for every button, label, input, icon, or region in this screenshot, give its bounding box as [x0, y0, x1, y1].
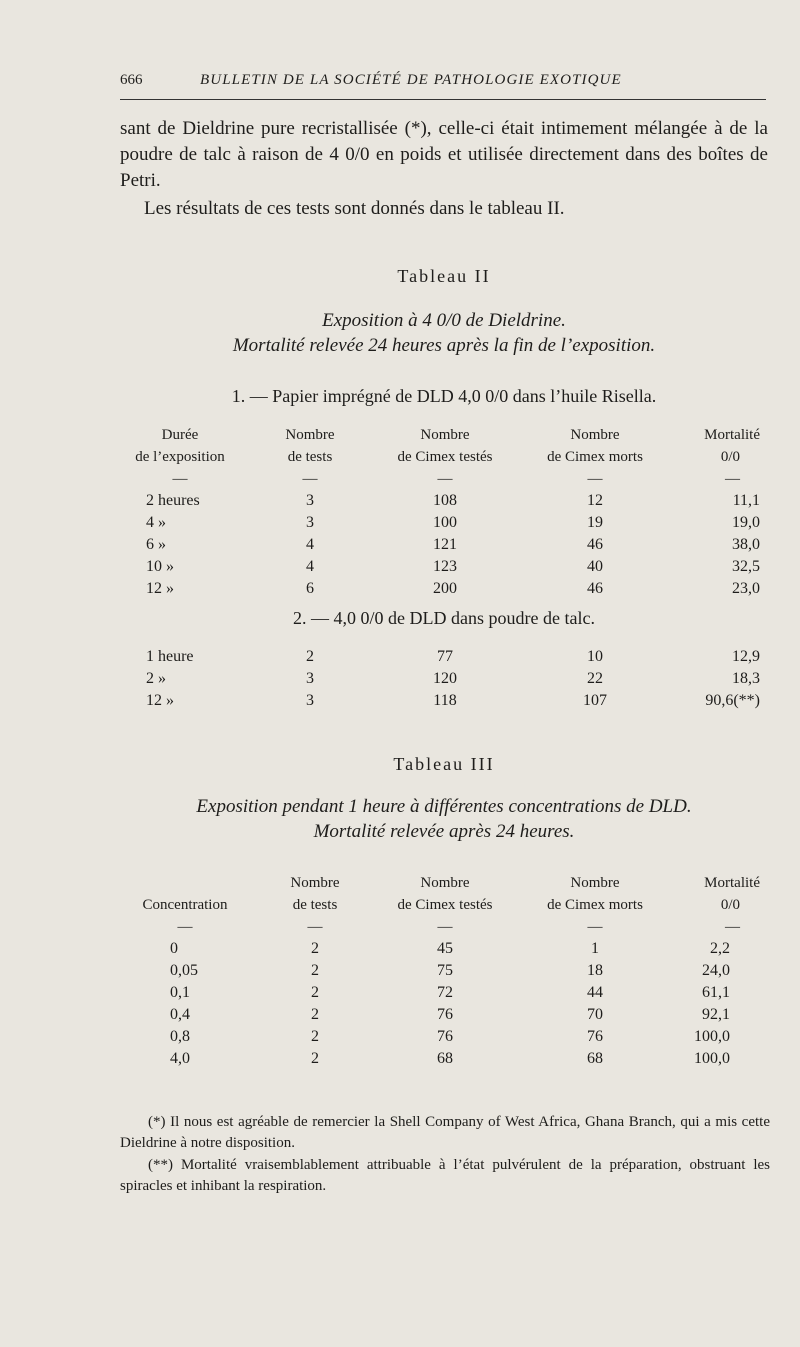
table-cell: 10 »: [146, 558, 174, 575]
header-cell: Nombre: [285, 427, 335, 443]
table-cell: 11,1: [732, 492, 760, 509]
dash-cell: —: [587, 918, 603, 935]
table-cell: 3: [306, 492, 314, 509]
dash-cell: —: [437, 918, 453, 935]
table-cell: 24,0: [702, 962, 730, 979]
table-row: [110, 960, 760, 982]
table-cell: 4: [306, 558, 314, 575]
table-cell: 2: [311, 1028, 319, 1045]
dash-cell: —: [587, 470, 603, 487]
table-row: [110, 690, 760, 712]
table-cell: 0,1: [170, 984, 190, 1001]
dash-cell: —: [725, 470, 740, 487]
table-cell: 72: [437, 984, 453, 1001]
table-cell: 4 »: [146, 514, 166, 531]
table-cell: 19,0: [732, 514, 760, 531]
table-row: [110, 512, 760, 534]
table-cell: 10: [587, 648, 603, 665]
table-cell: 0,8: [170, 1028, 190, 1045]
table-row: [110, 938, 760, 960]
table-cell: 32,5: [732, 558, 760, 575]
table-cell: 44: [587, 984, 603, 1001]
table-cell: 2: [311, 962, 319, 979]
table-row: [110, 490, 760, 512]
table-cell: 75: [437, 962, 453, 979]
header-cell: Nombre: [420, 427, 470, 443]
header-cell: de l’exposition: [135, 449, 225, 465]
table-row: [110, 556, 760, 578]
table-cell: 2 »: [146, 670, 166, 687]
table-cell: 123: [433, 558, 457, 575]
table-cell: 77: [437, 648, 453, 665]
dash-cell: —: [302, 470, 318, 487]
table-row: [110, 1004, 760, 1026]
table-cell: 18: [587, 962, 603, 979]
header-cell: Mortalité: [704, 875, 760, 891]
table-cell: 4: [306, 536, 314, 553]
table-cell: 100,0: [694, 1028, 730, 1045]
table3: [110, 872, 760, 1070]
table-cell: 0,05: [170, 962, 198, 979]
table-cell: 2: [306, 648, 314, 665]
table-cell: 76: [587, 1028, 603, 1045]
table-cell: 76: [437, 1028, 453, 1045]
table-cell: 12 »: [146, 580, 174, 597]
table-cell: 12,9: [732, 648, 760, 665]
table2-body-1: [110, 490, 760, 600]
table-cell: 2: [311, 984, 319, 1001]
table-row: [110, 646, 760, 668]
table-cell: 23,0: [732, 580, 760, 597]
table-cell: 18,3: [732, 670, 760, 687]
table2-header: [110, 424, 760, 490]
table-cell: 2: [311, 1050, 319, 1067]
table2-subheading-2: 2. — 4,0 0/0 de DLD dans poudre de talc.: [293, 608, 595, 628]
table2-part2: [110, 646, 760, 712]
dash-cell: —: [177, 918, 193, 935]
table3-title: Tableau III: [393, 754, 495, 774]
table-cell: 3: [306, 692, 314, 709]
table3-body: [110, 938, 760, 1070]
table-cell: 3: [306, 514, 314, 531]
table-cell: 46: [587, 536, 603, 553]
table-cell: 100,0: [694, 1050, 730, 1067]
table-cell: 6 »: [146, 536, 166, 553]
running-header: [120, 72, 766, 96]
table-cell: 12: [587, 492, 603, 509]
dash-cell: —: [437, 470, 453, 487]
table-row: [110, 534, 760, 556]
header-cell: Nombre: [290, 875, 340, 891]
header-rule: [120, 99, 766, 100]
table2-title: Tableau II: [397, 266, 491, 286]
table-cell: 6: [306, 580, 314, 597]
table-cell: 2,2: [710, 940, 730, 957]
dash-cell: —: [725, 918, 740, 935]
header-cell: Nombre: [420, 875, 470, 891]
table-cell: 3: [306, 670, 314, 687]
table-cell: 107: [583, 692, 607, 709]
table-cell: 45: [437, 940, 453, 957]
table-cell: 92,1: [702, 1006, 730, 1023]
table-cell: 68: [587, 1050, 603, 1067]
table2-subheading-1: 1. — Papier imprégné de DLD 4,0 0/0 dans l’huile Risella.: [231, 386, 657, 406]
table-cell: 1: [591, 940, 599, 957]
table2-part1: [110, 424, 760, 600]
table-row: [110, 668, 760, 690]
table-cell: 22: [587, 670, 603, 687]
header-cell: Nombre: [570, 427, 620, 443]
table2-caption-2: Mortalité relevée 24 heures après la fin de l’exposition.: [232, 335, 656, 356]
header-cell: de Cimex testés: [397, 449, 493, 465]
header-cell: Concentration: [142, 897, 228, 913]
intro-paragraph: sant de Dieldrine pure recristallisée (*), celle-ci était intimement mélangée à de la poudre de talc à raison de 4 0/0 en poids et utilisée directement dans des boîtes de Petri.: [120, 118, 768, 191]
table2-caption: Exposition à 4 0/0 de Dieldrine.: [322, 310, 566, 331]
table-cell: 108: [433, 492, 457, 509]
table-cell: 200: [433, 580, 457, 597]
header-cell: [110, 872, 260, 894]
table-cell: 68: [437, 1050, 453, 1067]
header-cell: de tests: [287, 449, 333, 465]
table-cell: 4,0: [170, 1050, 190, 1067]
table-cell: 0,4: [170, 1006, 190, 1023]
table-cell: 40: [587, 558, 603, 575]
page-number: 666: [120, 72, 143, 88]
table-cell: 38,0: [732, 536, 760, 553]
table2-body-2: [110, 646, 760, 712]
intro-paragraph-2: Les résultats de ces tests sont donnés dans le tableau II.: [144, 198, 565, 219]
footnote-1: (*) Il nous est agréable de remercier la Shell Company of West Africa, Ghana Branch, qui a mis cette Dieldrine à notre disposition.: [120, 1114, 770, 1151]
table-row: [110, 1048, 760, 1070]
table-cell: 100: [433, 514, 457, 531]
table-cell: 120: [433, 670, 457, 687]
table-cell: 2 heures: [146, 492, 200, 509]
header-cell: Nombre: [570, 875, 620, 891]
table-cell: 118: [433, 692, 457, 709]
header-cell: 0/0: [720, 897, 740, 913]
table-cell: 2: [311, 1006, 319, 1023]
dash-cell: —: [307, 918, 323, 935]
header-cell: de tests: [292, 897, 338, 913]
table3-header: [110, 872, 760, 938]
header-cell: de Cimex testés: [397, 897, 493, 913]
footnote-2: (**) Mortalité vraisemblablement attribuable à l’état pulvérulent de la préparation, obstruant les spiracles et inhibant la respiration.: [120, 1157, 770, 1194]
table-cell: 90,6(**): [705, 692, 760, 709]
table-cell: 70: [587, 1006, 603, 1023]
header-cell: de Cimex morts: [547, 449, 643, 465]
header-cell: Mortalité: [704, 427, 760, 443]
table-cell: 12 »: [146, 692, 174, 709]
table3-caption: Exposition pendant 1 heure à différentes concentrations de DLD.: [196, 796, 692, 817]
table-row: [110, 578, 760, 600]
dash-cell: —: [172, 470, 188, 487]
table-cell: 2: [311, 940, 319, 957]
table-cell: 76: [437, 1006, 453, 1023]
table-row: [110, 1026, 760, 1048]
table3-caption-2: Mortalité relevée après 24 heures.: [313, 821, 575, 842]
table-cell: 1 heure: [146, 648, 194, 665]
table-cell: 46: [587, 580, 603, 597]
table-cell: 19: [587, 514, 603, 531]
header-cell: 0/0: [720, 449, 740, 465]
journal-title: BULLETIN DE LA SOCIÉTÉ DE PATHOLOGIE EXOTIQUE: [200, 72, 622, 88]
header-cell: Durée: [161, 427, 199, 443]
table-row: [110, 982, 760, 1004]
table-cell: 121: [433, 536, 457, 553]
table-cell: 0: [170, 940, 178, 957]
header-cell: de Cimex morts: [547, 897, 643, 913]
table-cell: 61,1: [702, 984, 730, 1001]
